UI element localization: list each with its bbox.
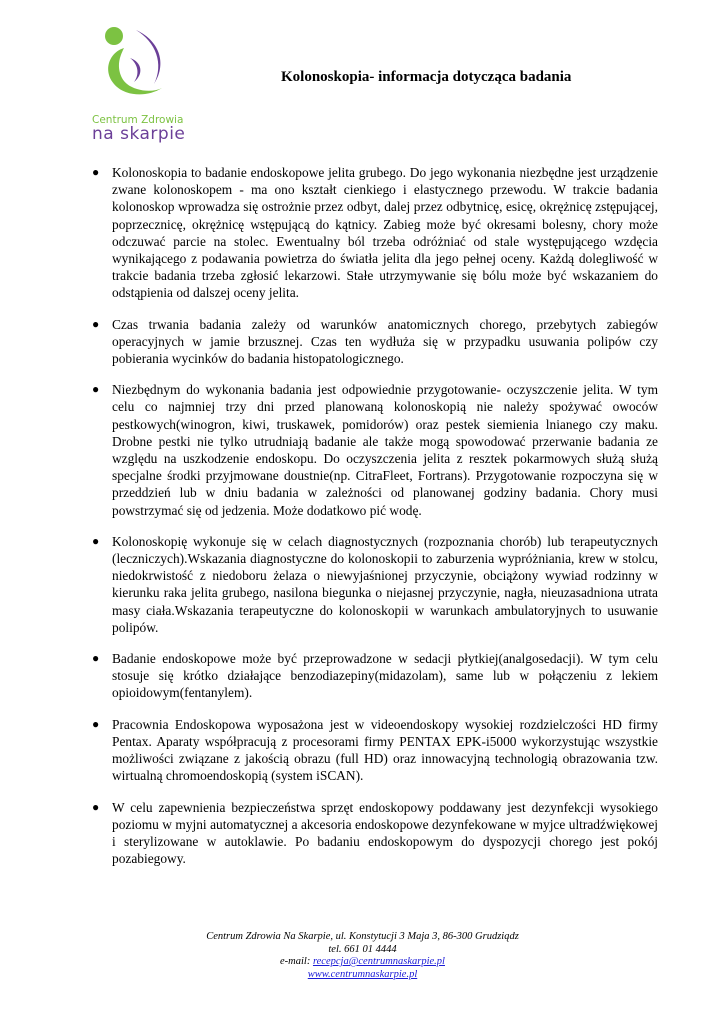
- bullet-icon: ●: [92, 533, 100, 548]
- paragraph-text: Czas trwania badania zależy od warunków anatomicznych chorego, przebytych zabiegów operacyjnych w jamie brzusznej. Czas ten wydłuża się w przypadku usuwania polipów czy pobierania wycinków do badania histopatologicznego.: [112, 316, 658, 367]
- page-title: Kolonoskopia- informacja dotycząca badania: [281, 69, 572, 85]
- paragraph-text: Niezbędnym do wykonania badania jest odpowiednie przygotowanie- oczyszczenie jelita. W tym celu co najmniej trzy dni przed planowaną kolonoskopią nie należy spożywać owoców pestkowych(winogron, kiwi, truskawek, pomidorów) oraz pestek siemienia lnianego czy maku. Drobne pestki nie tylko utrudniają badanie ale także mogą spowodować przerwanie badania ze względu na uszkodzenie endoskopu. Do oczyszczenia jelita z resztek pokarmowych służą służą specjalne środki przyjmowane doustnie(np. CitraFleet, Fortrans). Przygotowanie rozpoczyna się w przeddzień lub w dniu badania w zależności od planowanej godziny badania. Chory musi powstrzymać się od jedzenia. Może dodatkowo pić wodę.: [112, 382, 658, 518]
- list-item: [92, 533, 658, 636]
- bullet-icon: ●: [92, 382, 100, 397]
- footer-website-link[interactable]: www.centrumnaskarpie.pl: [307, 968, 418, 980]
- bullet-icon: ●: [92, 316, 100, 331]
- paragraph-text: Badanie endoskopowe może być przeprowadzone w sedacji płytkiej(analgosedacji). W tym celu stosuje się krótko działające benzodiazepiny(midazolam), same lub w połączeniu z lekiem opioidowym(fentanylem).: [112, 651, 658, 701]
- footer-phone: tel. 661 01 4444: [328, 943, 397, 955]
- paragraph-text: Pracownia Endoskopowa wyposażona jest w videoendoskopy wysokiej rozdzielczości HD firmy Pentax. Aparaty współpracują z procesorami firmy PENTAX EPK-i5000 wykorzystując wszystkie możliwości związane z jakością obrazu (full HD) oraz innowacyjną technologią obrazowania tzw. wirtualną chromoendoskopią (system iSCAN).: [112, 716, 658, 784]
- bullet-icon: ●: [92, 716, 100, 731]
- list-item: [92, 650, 658, 702]
- paragraph-text: Kolonoskopia to badanie endoskopowe jelita grubego. Do jego wykonania niezbędne jest urządzenie zwane kolonoskopem - ma ono kształt cienkiego i elastycznego przewodu. W trakcie badania kolonoskop wprowadza się ostrożnie przez odbyt, dalej przez odbytnicę, esicę, okrężnicę zstępującej, poprzecznicę, okrężnicę wstępującą do kątnicy. Zabieg może być okresami bolesny, chory może odczuwać parcie na stolec. Ewentualny ból trzeba odróżniać od stale występującego wzdęcia wynikającego z podawania powietrza do światła jelita dla jego pełnej oceny. Każdą dolegliwość w trakcie badania trzeba zgłosić lekarzowi. Stałe utrzymywanie się bólu może być wskazaniem do odstąpienia od dalszej oceny jelita.: [112, 165, 658, 301]
- list-item: [92, 381, 658, 519]
- info-bullet-list: [92, 164, 658, 867]
- logo-text-line2: na skarpie: [92, 124, 186, 144]
- paragraph-text: W celu zapewnienia bezpieczeństwa sprzęt endoskopowy poddawany jest dezynfekcji wysokiego poziomu w myjni automatycznej a akcesoria endoskopowe dezynfekowane w myjce ultradźwiękowej i sterylizowane w autoklawie. Po badaniu endoskopowym do dyspozycji chorego jest pokój pozabiegowy.: [112, 799, 658, 867]
- bullet-icon: ●: [92, 651, 100, 666]
- footer-email-line: [0, 956, 725, 969]
- list-item: [92, 164, 658, 302]
- bullet-icon: ●: [92, 165, 100, 179]
- list-item: [92, 799, 658, 868]
- footer-email-label: e-mail:: [280, 956, 313, 967]
- clinic-logo: [84, 18, 204, 148]
- logo-text-line1: Centrum Zdrowia: [92, 114, 184, 126]
- paragraph-text: Kolonoskopię wykonuje się w celach diagnostycznych (rozpoznania chorób) lub terapeutycznych (leczniczych).Wskazania diagnostyczne do kolonoskopii to zaburzenia wypróżniania, krew w stolcu, niedokrwistość z niedoboru żelaza o niewyjaśnionej przyczynie, obciążony wywiad rodzinny w kierunku raka jelita grubego, nasilona biegunka o niejasnej przyczynie, nagła, nieuzasadniona utrata masy ciała.Wskazania terapeutyczne do kolonoskopii w warunkach ambulatoryjnych to usuwanie polipów.: [112, 533, 658, 635]
- footer-address: Centrum Zdrowia Na Skarpie, ul. Konstytucji 3 Maja 3, 86-300 Grudziądz: [206, 931, 519, 942]
- list-item: [92, 716, 658, 785]
- bullet-icon: ●: [92, 799, 100, 814]
- list-item: [92, 316, 658, 368]
- page-footer: [0, 931, 725, 981]
- logo-figure-icon: [84, 18, 204, 118]
- footer-email-link[interactable]: recepcja@centrumnaskarpie.pl: [312, 956, 445, 967]
